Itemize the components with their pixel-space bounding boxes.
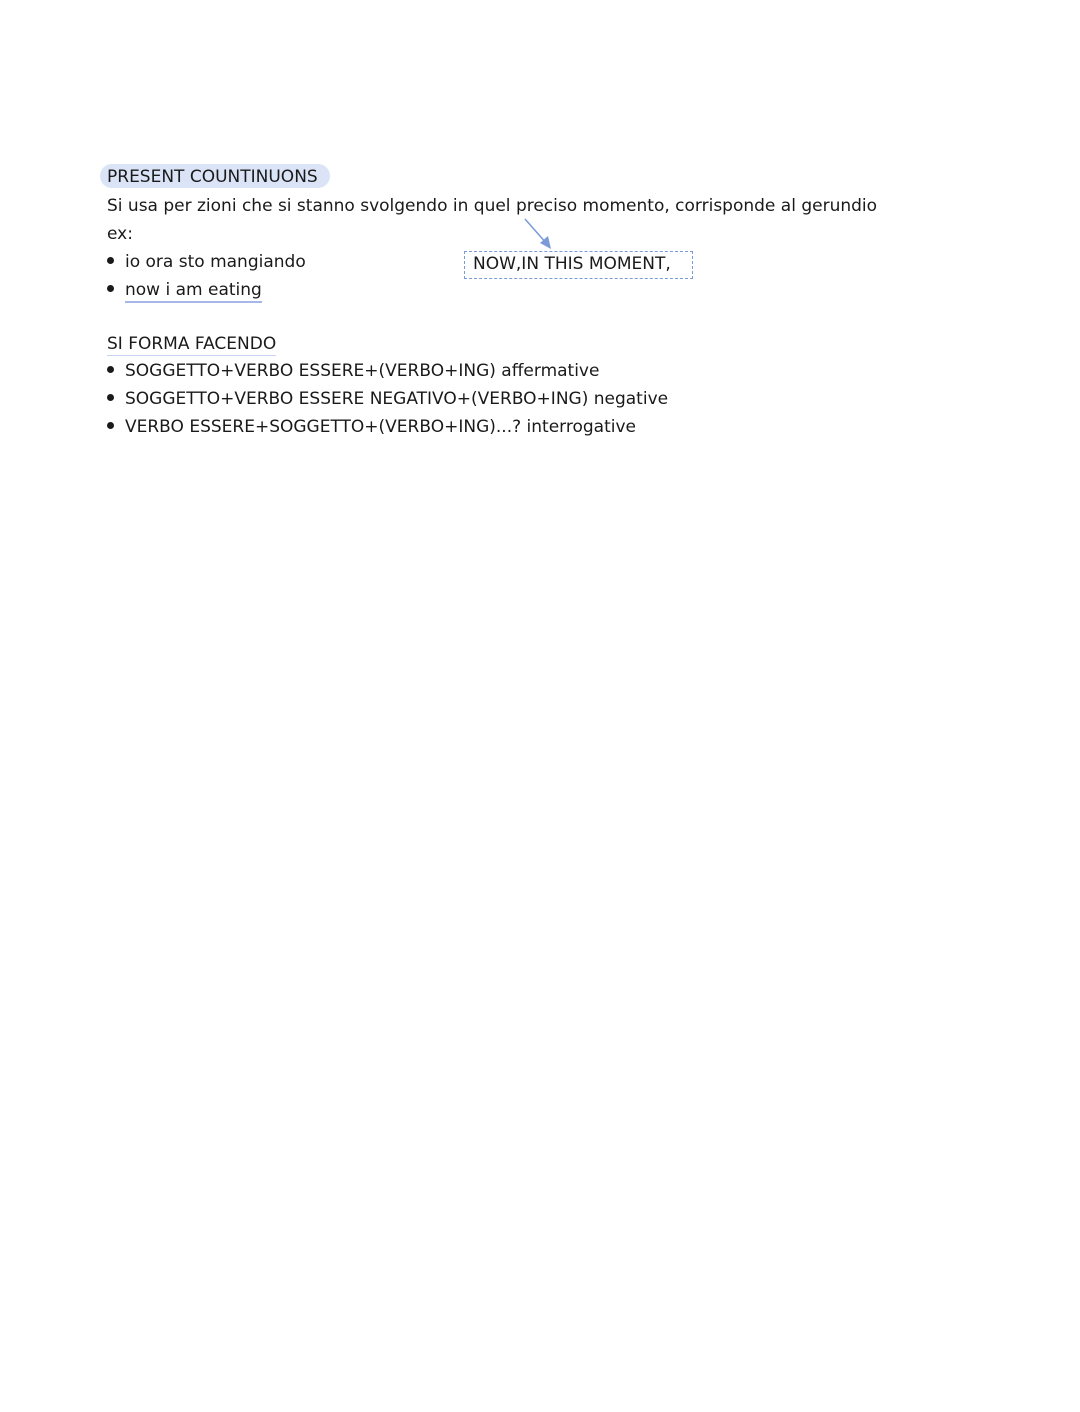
form-heading — [107, 333, 276, 355]
section-title: PRESENT COUNTINUONS — [100, 164, 330, 188]
description-text: Si usa per zioni che si stanno svolgendo in quel preciso momento, corrisponde al gerundio — [107, 196, 878, 216]
bullet-icon — [107, 285, 114, 292]
rule-item — [107, 388, 668, 410]
callout-box: NOW,IN THIS MOMENT, — [464, 251, 693, 279]
bullet-icon — [107, 366, 114, 373]
arrow-icon — [520, 216, 560, 254]
example-text: io ora sto mangiando — [125, 252, 306, 272]
bullet-icon — [107, 257, 114, 264]
rule-text: SOGGETTO+VERBO ESSERE NEGATIVO+(VERBO+ING) negative — [125, 389, 669, 409]
rule-item — [107, 416, 636, 438]
example-label: ex: — [107, 224, 133, 244]
rule-text: VERBO ESSERE+SOGGETTO+(VERBO+ING)...? interrogative — [125, 417, 636, 437]
bullet-icon — [107, 422, 114, 429]
example-item — [107, 251, 306, 273]
example-item — [107, 279, 262, 301]
rule-item — [107, 360, 599, 382]
example-text: now i am eating — [125, 280, 262, 303]
bullet-icon — [107, 394, 114, 401]
form-heading-text: SI FORMA FACENDO — [107, 334, 277, 354]
rule-text: SOGGETTO+VERBO ESSERE+(VERBO+ING) affermative — [125, 361, 600, 381]
